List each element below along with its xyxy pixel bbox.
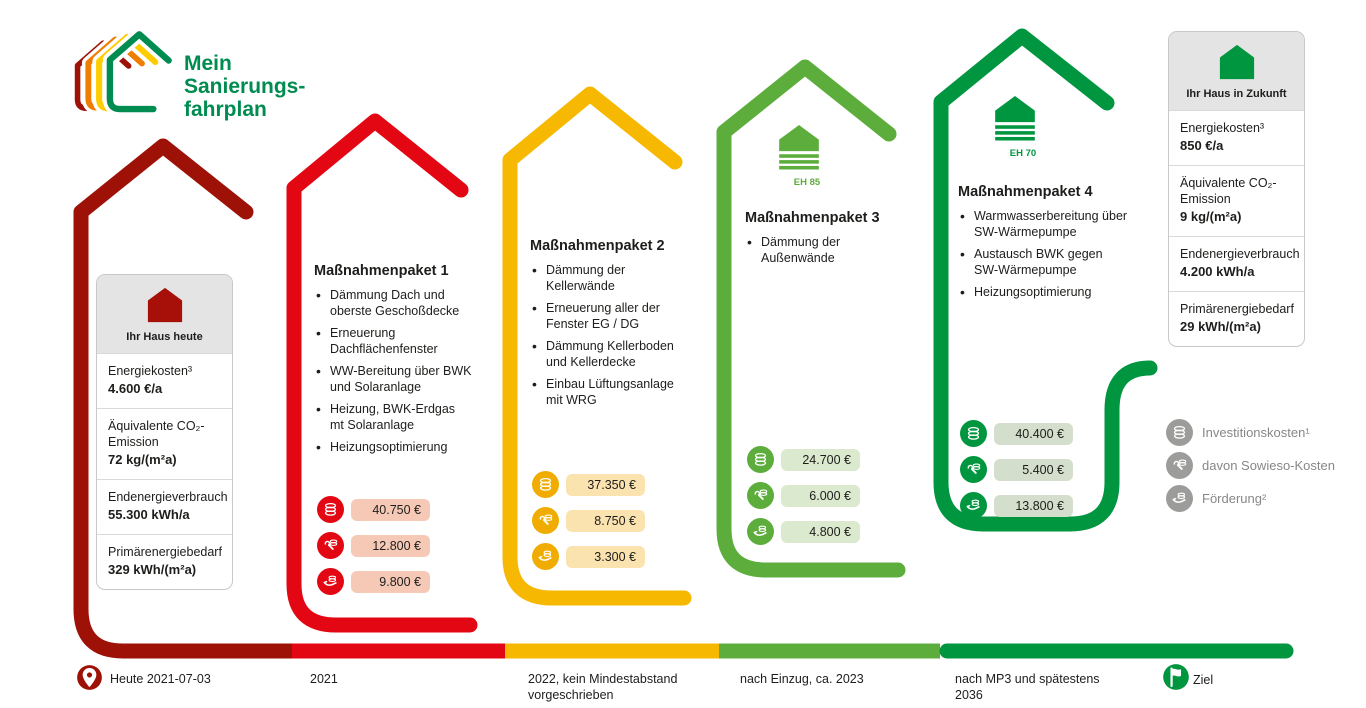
legend-label: davon Sowieso-Kosten [1202, 458, 1335, 473]
legend-label: Investitionskosten¹ [1202, 425, 1310, 440]
stat-label: Äquivalente CO₂-Emission [1180, 176, 1277, 206]
package-4-costs [960, 420, 1073, 528]
cost-row [532, 543, 645, 570]
stat-value: 29 kWh/(m²a) [1180, 318, 1261, 334]
location-pin-icon [76, 664, 103, 691]
package-3-house-icon [776, 124, 838, 188]
legend-row [1166, 419, 1335, 446]
cost-row [532, 507, 645, 534]
cost-row [747, 518, 860, 545]
stat-value: 4.600 €/a [108, 380, 163, 396]
measure-item: • Dämmung der Außenwände [745, 235, 897, 266]
timeline-label-2036: nach MP3 und spätestens 2036 [955, 672, 1100, 703]
package-3-title: Maßnahmenpaket 3 [745, 210, 880, 226]
cost-row [317, 568, 430, 595]
legend-label: Förderung² [1202, 491, 1267, 506]
logo-line: Sanierungs- [184, 75, 306, 99]
house-future-card [1168, 31, 1305, 347]
stat-label: Endenergieverbrauch [108, 490, 228, 504]
stat-value: 72 kg/(m²a) [108, 451, 177, 467]
eh-standard-label: EH 70 [1009, 148, 1037, 159]
package-4-house-icon [992, 95, 1054, 159]
logo-line: Mein [184, 52, 232, 75]
stat-value: 55.300 kWh/a [108, 506, 190, 522]
cost-badge: 6.000 € [781, 485, 860, 507]
hand-coins-icon [960, 492, 987, 519]
wrench-coins-icon [317, 532, 344, 559]
stat-value: 9 kg/(m²a) [1180, 208, 1242, 224]
measure-item: • Warmwasserbereitung über SW-Wärmepumpe [958, 209, 1130, 240]
stat-label: Energiekosten³ [108, 364, 193, 378]
measure-item: • Dämmung Dach und oberste Geschoßdecke [314, 288, 472, 319]
stat-row [97, 534, 232, 589]
cost-badge: 5.400 € [994, 459, 1073, 481]
cost-row [747, 446, 860, 473]
timeline-label-2022: 2022, kein Mindestabstand vorgeschrieben [528, 672, 678, 703]
goal-flag-icon [1162, 663, 1190, 691]
eh-standard-label: EH 85 [793, 177, 821, 188]
package-2 [530, 238, 690, 415]
cost-badge: 3.300 € [566, 546, 645, 568]
stat-value: 4.200 kWh/a [1180, 263, 1255, 279]
measure-item: • Heizungsoptimierung [314, 440, 472, 456]
stat-value: 850 €/a [1180, 137, 1224, 153]
house-future-title: Ihr Haus in Zukunft [1186, 88, 1287, 100]
cost-badge: 40.400 € [994, 423, 1073, 445]
cost-badge: 37.350 € [566, 474, 645, 496]
package-2-costs [532, 471, 645, 579]
stat-label: Äquivalente CO₂-Emission [108, 419, 205, 449]
cost-row [317, 496, 430, 523]
timeline-label-today: Heute 2021-07-03 [110, 672, 211, 686]
package-2-title: Maßnahmenpaket 2 [530, 238, 665, 254]
hand-coins-icon [747, 518, 774, 545]
measure-item: • Dämmung der Kellerwände [530, 263, 690, 294]
cost-row [317, 532, 430, 559]
stat-row [97, 479, 232, 534]
coins-icon [1166, 419, 1193, 446]
cost-row [960, 420, 1073, 447]
logo-line: fahrplan [184, 98, 267, 122]
measure-item: • Einbau Lüftungsanlage mit WRG [530, 377, 690, 408]
stat-row [1169, 291, 1304, 346]
coins-icon [960, 420, 987, 447]
measure-item: • Erneuerung Dachflächenfenster [314, 326, 472, 357]
stat-row [97, 408, 232, 479]
measure-item: • Heizung, BWK-Erdgas mt Solaranlage [314, 402, 472, 433]
stat-label: Primärenergiebedarf [108, 545, 222, 560]
cost-row [747, 482, 860, 509]
timeline-label-2023: nach Einzug, ca. 2023 [740, 672, 864, 686]
package-1-costs [317, 496, 430, 604]
cost-legend [1166, 419, 1335, 518]
cost-row [960, 492, 1073, 519]
package-1-title: Maßnahmenpaket 1 [314, 263, 449, 279]
package-1 [314, 263, 472, 463]
cost-badge: 40.750 € [351, 499, 430, 521]
measure-item: • Heizungsoptimierung [958, 285, 1130, 301]
house-future-header [1169, 32, 1304, 110]
cost-row [960, 456, 1073, 483]
stat-row [1169, 236, 1304, 291]
house-future-icon [1217, 44, 1257, 80]
stat-label: Primärenergiebedarf [1180, 302, 1294, 317]
legend-row [1166, 485, 1335, 512]
house-today-icon [145, 287, 185, 323]
package-1-measures [314, 288, 472, 456]
hand-coins-icon [1166, 485, 1193, 512]
timeline-label-2021: 2021 [310, 672, 338, 686]
package-3-costs [747, 446, 860, 554]
cost-badge: 4.800 € [781, 521, 860, 543]
stat-row [1169, 165, 1304, 236]
logo-wordmark [184, 52, 305, 121]
house-today-title: Ihr Haus heute [126, 331, 203, 343]
wrench-coins-icon [1166, 452, 1193, 479]
coins-icon [747, 446, 774, 473]
package-3 [745, 210, 897, 273]
cost-badge: 12.800 € [351, 535, 430, 557]
house-today-card [96, 274, 233, 590]
timeline-label-goal: Ziel [1193, 673, 1214, 687]
measure-item: • Erneuerung aller der Fenster EG / DG [530, 301, 690, 332]
coins-icon [532, 471, 559, 498]
stat-value: 329 kWh/(m²a) [108, 561, 197, 577]
house-today-header [97, 275, 232, 353]
measure-item: • Dämmung Kellerboden und Kellerdecke [530, 339, 690, 370]
cost-badge: 13.800 € [994, 495, 1073, 517]
package-3-measures [745, 235, 897, 266]
measure-item: • Austausch BWK gegen SW-Wärmepumpe [958, 247, 1130, 278]
coins-icon [317, 496, 344, 523]
wrench-coins-icon [960, 456, 987, 483]
wrench-coins-icon [532, 507, 559, 534]
cost-badge: 24.700 € [781, 449, 860, 471]
stat-label: Endenergieverbrauch [1180, 247, 1300, 261]
wrench-coins-icon [747, 482, 774, 509]
package-2-measures [530, 263, 690, 408]
measure-item: • WW-Bereitung über BWK und Solaranlage [314, 364, 472, 395]
brand-logo [62, 26, 305, 138]
stat-row [97, 353, 232, 408]
stat-row [1169, 110, 1304, 165]
striped-house-icon [776, 124, 822, 172]
package-4-measures [958, 209, 1130, 301]
cost-badge: 9.800 € [351, 571, 430, 593]
package-4-title: Maßnahmenpaket 4 [958, 184, 1093, 200]
hand-coins-icon [532, 543, 559, 570]
logo-houses-icon [62, 26, 174, 138]
hand-coins-icon [317, 568, 344, 595]
package-4 [958, 184, 1130, 308]
cost-badge: 8.750 € [566, 510, 645, 532]
stat-label: Energiekosten³ [1180, 121, 1265, 135]
cost-row [532, 471, 645, 498]
legend-row [1166, 452, 1335, 479]
striped-house-icon [992, 95, 1038, 143]
